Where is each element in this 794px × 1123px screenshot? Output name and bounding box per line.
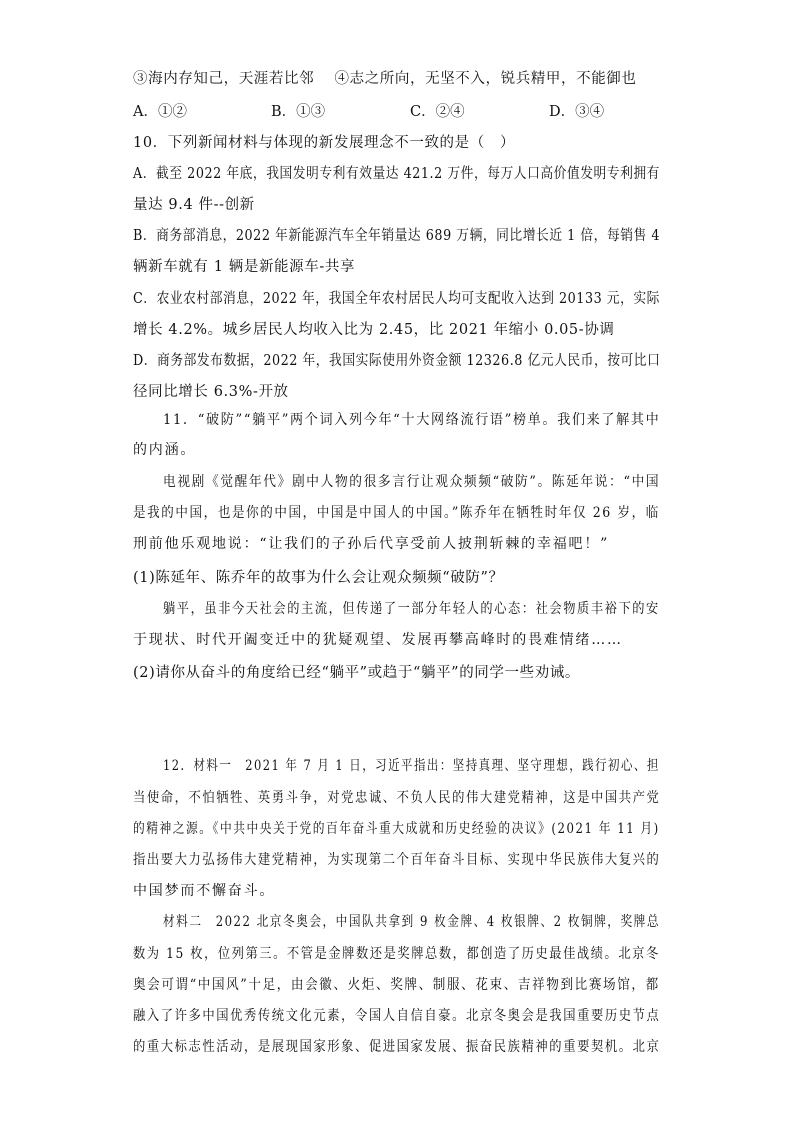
q9-options-row: ③海内存知己，天涯若比邻 ④志之所向，无坚不入，锐兵精甲，不能御也 (133, 71, 637, 87)
q11-material2-line2: 于现状、时代开阖变迁中的犹疑观望、发展再攀高峰时的畏难情绪…… (133, 632, 623, 648)
q11-intro-line1: 11．“破防”“躺平”两个词入列今年“十大网络流行语”榜单。我们来了解其中 (163, 412, 661, 428)
q9-choice-a: A．①② (133, 104, 187, 120)
q11-material2-line1: 躺平，虽非今天社会的主流，但传递了一部分年轻人的心态：社会物质丰裕下的安 (163, 601, 660, 617)
q12-material1-line2: 当使命，不怕牺牲、英勇斗争，对党忠诚、不负人民的伟大建党精神，这是中国共产党 (133, 790, 661, 806)
q11-intro-line2: 的内涵。 (133, 442, 197, 458)
q11-material1-line3: 刑前他乐观地说：“让我们的子孙后代享受前人披荆斩棘的幸福吧！” (133, 536, 610, 552)
q11-subquestion-2: (2)请你从奋斗的角度给已经“躺平”或趋于“躺平”的同学一些劝诫。 (133, 665, 580, 681)
q12-material2-line2: 数为 15 枚，位列第三。不管是金牌数还是奖牌总数，都创造了历史最佳战绩。北京冬 (133, 946, 660, 962)
q9-choice-c: C．②④ (410, 104, 465, 120)
q9-choice-b: B．①③ (271, 104, 326, 120)
q11-subquestion-1: (1)陈延年、陈乔年的故事为什么会让观众频频“破防”？ (133, 570, 504, 586)
q12-material2-line1: 材料二 2022 北京冬奥会，中国队共拿到 9 枚金牌、4 枚银牌、2 枚铜牌，奖牌总 (163, 914, 661, 930)
q12-material1-line3: 的精神之源。《中共中央关于党的百年奋斗重大成就和历史经验的决议》(2021 年 11 月) (133, 821, 660, 837)
q9-choice-d: D．③④ (549, 104, 605, 120)
q10-option-b-line2: 辆新车就有 1 辆是新能源车-共享 (133, 259, 356, 275)
q12-material1-line5: 中国梦而不懈奋斗。 (133, 883, 276, 899)
q12-material2-line5: 的重大标志性活动，是展现国家形象、促进国家发展、振奋民族精神的重要契机。北京 (133, 1039, 661, 1055)
q10-stem: 10．下列新闻材料与体现的新发展理念不一致的是（ ） (133, 135, 516, 151)
q10-option-d-line1: D．商务部发布数据，2022 年，我国实际使用外资金额 12326.8 亿元人民币，按可比口 (133, 353, 661, 369)
q12-material1-line4: 指出要大力弘扬伟大建党精神，为实现第二个百年奋斗目标、实现中华民族伟大复兴的 (133, 852, 661, 868)
q10-option-c-line1: C．农业农村部消息，2022 年，我国全年农村居民人均可支配收入达到 20133 元，实际 (133, 291, 660, 307)
q11-material1-line2: 是我的中国，也是你的中国，中国是中国人的中国。”陈乔年在牺牲时年仅 26 岁，临 (133, 505, 660, 521)
q10-option-c-line2: 增长 4.2%。城乡居民人均收入比为 2.45，比 2021 年缩小 0.05-协调 (133, 322, 615, 338)
q10-option-a-line2: 量达 9.4 件--创新 (133, 197, 255, 213)
q10-option-b-line1: B．商务部消息，2022 年新能源汽车全年销量达 689 万辆，同比增长近 1 倍，每销售 4 (133, 228, 661, 244)
q10-option-d-line2: 径同比增长 6.3%-开放 (133, 384, 289, 400)
q12-material2-line4: 融入了许多中国优秀传统文化元素，令国人自信自豪。北京冬奥会是我国重要历史节点 (133, 1008, 661, 1024)
q11-material1-line1: 电视剧《觉醒年代》剧中人物的很多言行让观众频频“破防”。陈延年说：“中国 (163, 474, 661, 490)
q12-material1-line1: 12．材料一 2021 年 7 月 1 日，习近平指出：坚持真理、坚守理想，践行初心、担 (163, 758, 660, 774)
q10-option-a-line1: A．截至 2022 年底，我国发明专利有效量达 421.2 万件，每万人口高价值发明专利拥有 (133, 166, 660, 182)
q12-material2-line3: 奥会可谓“中国风”十足，由会徽、火炬、奖牌、制服、花束、吉祥物到比赛场馆，都 (133, 977, 660, 993)
